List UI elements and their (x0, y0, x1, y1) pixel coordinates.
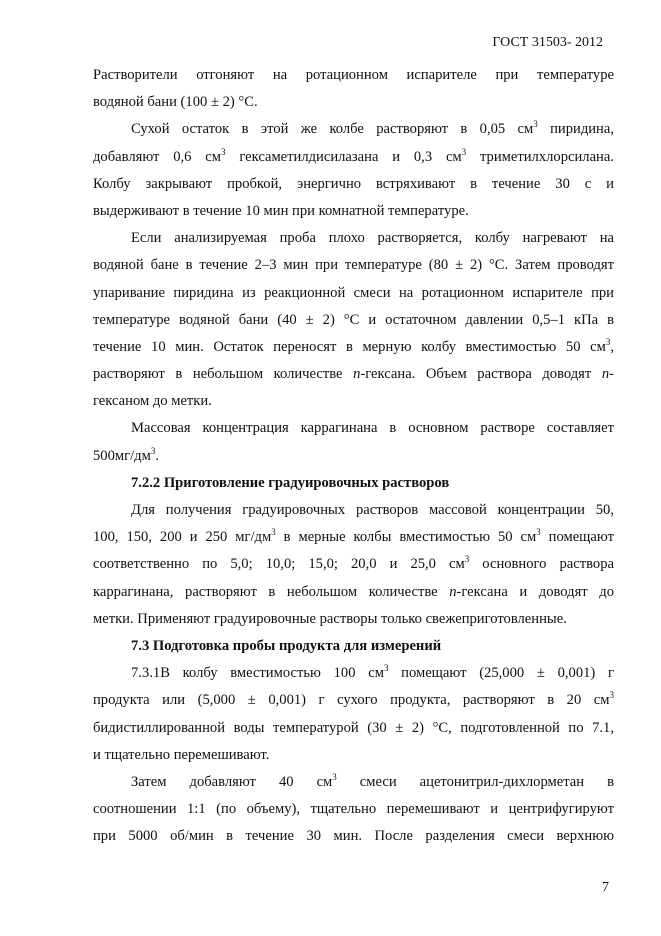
text-line: Сухой остаток в этой же колбе растворяют в 0,05 $см^3$ пиридина, (131, 119, 614, 138)
text-line: упаривание пиридина из реакционной смеси на ротационном испарителе при (93, 284, 614, 301)
text-line: $500мг/дм^3$. (93, 445, 159, 464)
text-line: 7.3.1В колбу вместимостью 100 $см^3$ помещают (25,000 ± 0,001) г (131, 663, 614, 682)
text-line: каррагинана, растворяют в небольшом количестве n-гексана и доводят до (93, 583, 614, 600)
text-line: выдерживают в течение 10 мин при комнатной температуре. (93, 202, 469, 219)
text-line: Массовая концентрация каррагинана в основном растворе составляет (131, 420, 614, 437)
text-line: Колбу закрывают пробкой, энергично встряхивают в течение 30 с и (93, 175, 614, 192)
text-line: Если анализируемая проба плохо растворяется, колбу нагревают на (131, 230, 614, 247)
text-line: течение 10 мин. Остаток переносят в мерную колбу вместимостью 50 $см^3$, (93, 336, 614, 355)
text-line: растворяют в небольшом количестве n-гексана. Объем раствора доводят n- (93, 366, 614, 383)
document-body (93, 62, 614, 850)
text-line: водяной бани (100 ± 2) °С. (93, 94, 258, 111)
text-line: Растворители отгоняют на ротационном испарителе при температуре (93, 67, 614, 83)
document-header: ГОСТ 31503- 2012 (492, 35, 603, 50)
text-line: соотношении 1:1 (по объему), тщательно перемешивают и центрифугируют (93, 801, 614, 818)
text-line: соответственно по 5,0; 10,0; 15,0; 20,0 и 25,0 $см^3$ основного раствора (93, 554, 614, 573)
text-line: гексаном до метки. (93, 393, 212, 410)
section-heading: 7.2.2 Приготовление градуировочных растворов (131, 474, 450, 491)
text-line: Затем добавляют 40 $см^3$ смеси ацетонитрил-дихлорметан в (131, 771, 614, 790)
section-heading: 7.3 Подготовка пробы продукта для измерений (131, 637, 442, 654)
text-line: водяной бане в течение 2‒3 мин при температуре (80 ± 2) °С. Затем проводят (93, 257, 614, 274)
text-line: и тщательно перемешивают. (93, 746, 270, 763)
text-line: метки. Применяют градуировочные растворы только свежеприготовленные. (93, 610, 567, 627)
text-line: температуре водяной бани (40 ± 2) °С и остаточном давлении 0,5‒1 кПа в (93, 311, 614, 328)
text-line: 100, 150, 200 и 250 $мг/дм^3$ в мерные колбы вместимостью 50 $см^3$ помещают (93, 527, 614, 546)
page-number: 7 (602, 880, 609, 895)
text-line: при 5000 об/мин в течение 30 мин. После разделения смеси верхнюю (93, 828, 614, 845)
text-line: Для получения градуировочных растворов массовой концентрации 50, (131, 502, 614, 518)
text-line: добавляют 0,6 $см^3$ гексаметилдисилазана и 0,3 $см^3$ триметилхлорсилана. (93, 146, 614, 165)
text-line: бидистиллированной воды температурой (30 ± 2) °С, подготовленной по 7.1, (93, 719, 614, 736)
text-line: продукта или (5,000 ± 0,001) г сухого продукта, растворяют в 20 $см^3$ (93, 690, 614, 709)
